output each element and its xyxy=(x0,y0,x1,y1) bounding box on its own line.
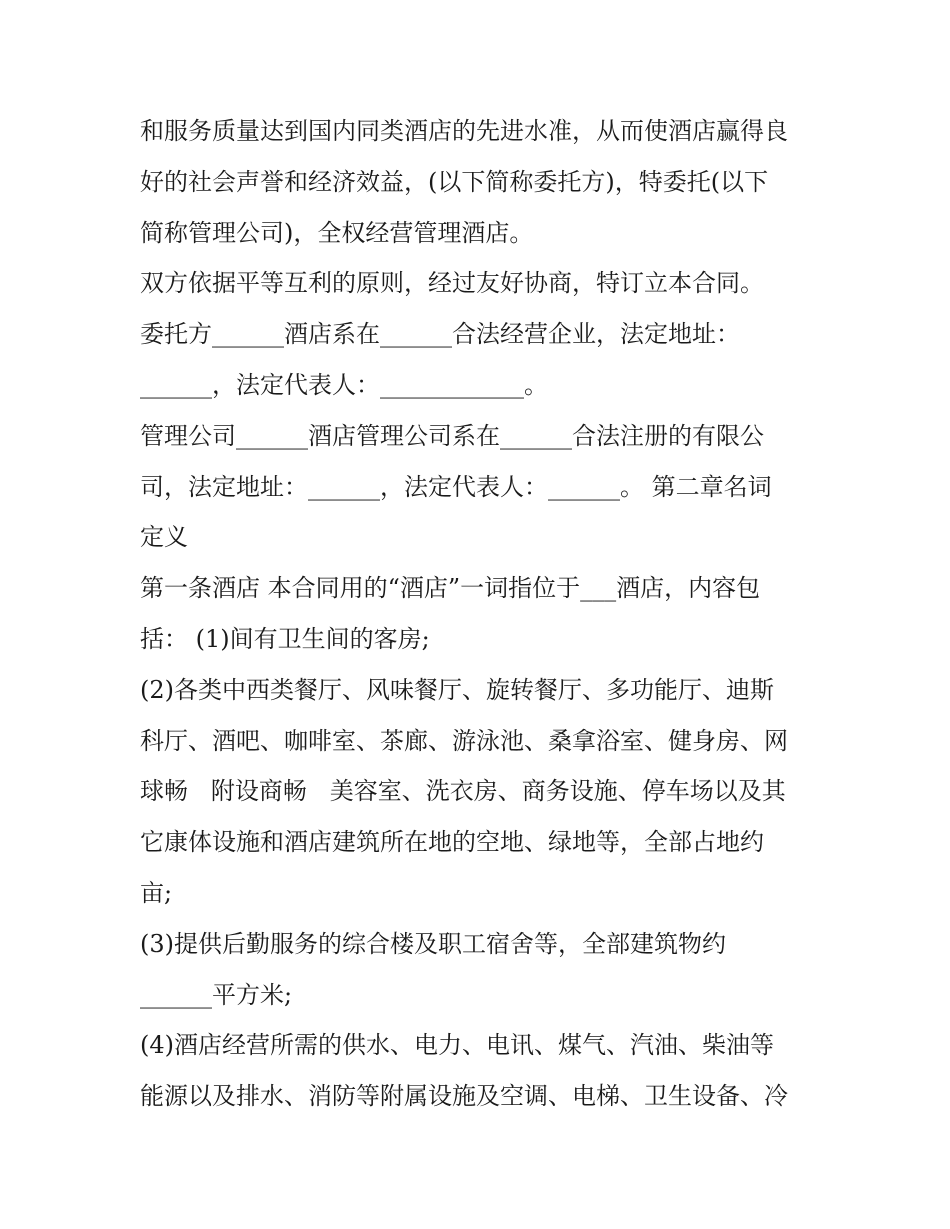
text-line: 委托方______酒店系在______合法经营企业，法定地址： xyxy=(140,320,740,349)
text-line: 能源以及排水、消防等附属设施及空调、电梯、卫生设备、冷 xyxy=(140,1082,788,1111)
text-line: ______平方米; xyxy=(140,980,293,1009)
text-line: 它康体设施和酒店建筑所在地的空地、绿地等，全部占地约 xyxy=(140,828,764,857)
text-line: (2)各类中西类餐厅、风味餐厅、旋转餐厅、多功能厅、迪斯 xyxy=(140,675,774,704)
text-line: 管理公司______酒店管理公司系在______合法注册的有限公 xyxy=(140,421,764,450)
text-line: 科厅、酒吧、咖啡室、茶廊、游泳池、桑拿浴室、健身房、网 xyxy=(140,726,788,755)
text-line: 球畅 附设商畅 美容室、洗衣房、商务设施、停车场以及其 xyxy=(140,777,786,806)
document-body xyxy=(140,106,820,1122)
text-line: ______，法定代表人：____________。 xyxy=(140,370,548,399)
text-line: 第一条酒店 本合同用的“酒店”一词指位于___酒店，内容包 xyxy=(140,574,761,603)
text-line: 和服务质量达到国内同类酒店的先进水准，从而使酒店赢得良 xyxy=(140,117,788,145)
text-line: 双方依据平等互利的原则，经过友好协商，特订立本合同。 xyxy=(140,269,764,298)
text-line: 亩; xyxy=(140,878,173,907)
text-line: 司，法定地址：______，法定代表人：______。 第二章名词 xyxy=(140,472,772,501)
text-line: 简称管理公司)，全权经营管理酒店。 xyxy=(140,218,534,247)
text-line: 括： (1)间有卫生间的客房; xyxy=(140,624,430,653)
text-line: (4)酒店经营所需的供水、电力、电讯、煤气、汽油、柴油等 xyxy=(140,1031,774,1060)
text-line: 定义 xyxy=(140,523,188,552)
text-line: (3)提供后勤服务的综合楼及职工宿舍等，全部建筑物约 xyxy=(140,929,726,958)
text-line: 好的社会声誉和经济效益，(以下简称委托方)，特委托(以下 xyxy=(140,167,769,196)
